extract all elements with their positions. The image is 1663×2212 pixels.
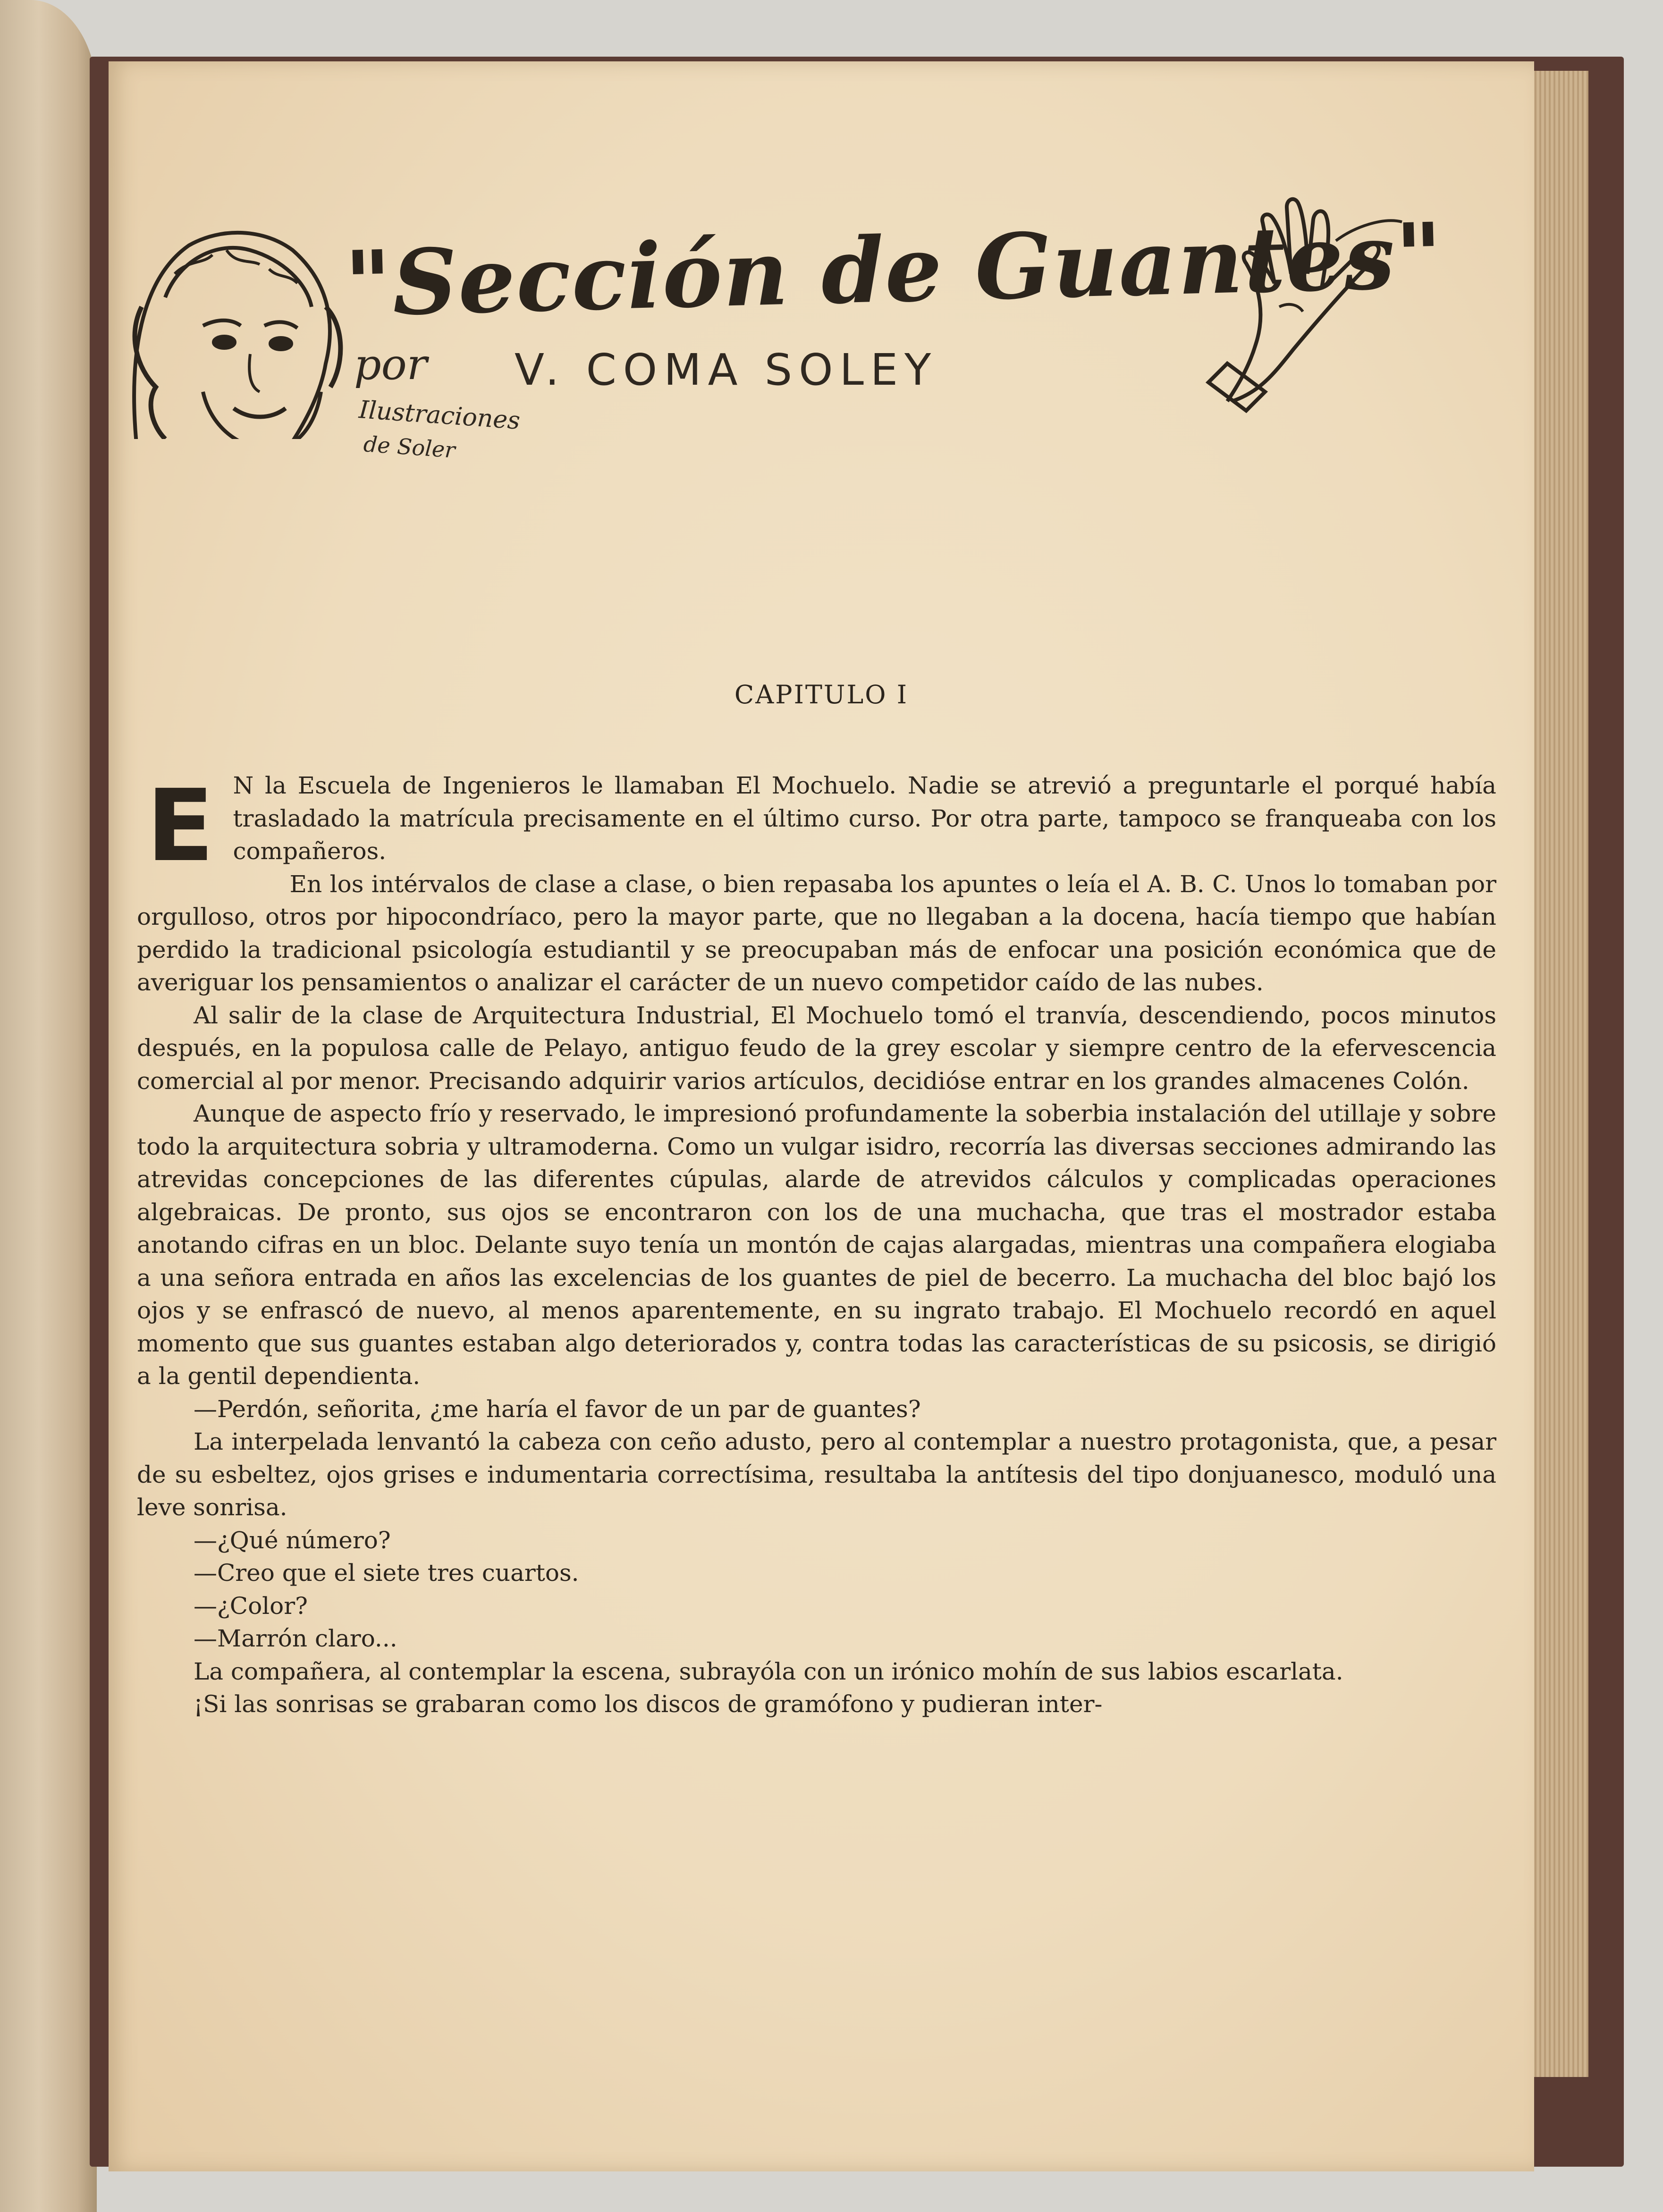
dialogue-line: —Perdón, señorita, ¿me haría el favor de un par de guantes? [194, 1395, 921, 1423]
woman-portrait-icon [134, 233, 340, 439]
paragraph: ¡Si las sonrisas se grabaran como los discos de gramófono y pudieran inter- [194, 1690, 1103, 1718]
illustrator-name: de Soler [363, 431, 456, 463]
drop-cap: E [146, 768, 214, 884]
byline-prefix: por [354, 340, 427, 389]
dialogue-line: —Creo que el siete tres cuartos. [194, 1559, 579, 1587]
illustrations-label: Ilustraciones [358, 396, 521, 435]
dialogue-line: —Marrón claro... [194, 1625, 397, 1652]
chapter-heading: CAPITULO I [734, 680, 909, 709]
paragraph: Al salir de la clase de Arquitectura Industrial, El Mochuelo tomó el tranvía, descendiendo, pocos minutos después, en la populosa calle de Pelayo, antiguo feudo de la grey escolar y siempre centro de la efervescencia comercial al por menor. Precisando adquirir varios artículos, decidióse entrar en los grandes almacenes Colón. [137, 1001, 1496, 1095]
dialogue-line: —¿Qué número? [194, 1526, 391, 1554]
book-page [109, 61, 1534, 2171]
section-title: "Sección de Guantes" [343, 203, 1445, 337]
paragraph-text: N la Escuela de Ingenieros le llamaban El Mochuelo. Nadie se atrevió a preguntarle el porqué había trasladado la matrícula precisamente en el último curso. Por otra parte, tampoco se franqueaba con los compañeros. [233, 772, 1496, 865]
previous-page-edge [0, 0, 97, 2212]
chapter-body [137, 769, 1496, 1721]
author-name: V. COMA SOLEY [515, 345, 938, 395]
dialogue-line: —¿Color? [194, 1592, 308, 1620]
paragraph: La interpelada lenvantó la cabeza con ceño adusto, pero al contemplar a nuestro protagonista, que, a pesar de su esbeltez, ojos grises e indumentaria correctísima, resultaba la antítesis del tipo donjuanesco, moduló una leve sonrisa. [137, 1428, 1496, 1521]
paragraph: En los intérvalos de clase a clase, o bien repasaba los apuntes o leía el A. B. C. Unos lo tomaban por orgulloso, otros por hipocondríaco, pero la mayor parte, que no llegaban a la docena, hacía tiempo que habían perdido la tradicional psicología estudiantil y se preocupaban más de enfocar una posición económica que de averiguar los pensamientos o analizar el carácter de un nuevo competidor caído de las nubes. [137, 870, 1496, 996]
paragraph: La compañera, al contemplar la escena, subrayóla con un irónico mohín de sus labios escarlata. [194, 1657, 1343, 1685]
paragraph: Aunque de aspecto frío y reservado, le impresionó profundamente la soberbia instalación del utillaje y sobre todo la arquitectura sobria y ultramoderna. Como un vulgar isidro, recorría las diversas secciones admirando las atrevidas concepciones de las diferentes cúpulas, alarde de atrevidos cálculos y complicadas operaciones algebraicas. De pronto, sus ojos se encontraron con los de una muchacha, que tras el mostrador estaba anotando cifras en un bloc. Delante suyo tenía un montón de cajas alargadas, mientras una compañera elogiaba a una señora entrada en años las excelencias de los guantes de piel de becerro. La muchacha del bloc bajó los ojos y se enfrascó de nuevo, al menos aparentemente, en su ingrato trabajo. El Mochuelo recordó en aquel momento que sus guantes estaban algo deteriorados y, contra todas las características de su psicosis, se dirigió a la gentil dependienta. [137, 1100, 1496, 1390]
paragraph [137, 768, 1496, 884]
